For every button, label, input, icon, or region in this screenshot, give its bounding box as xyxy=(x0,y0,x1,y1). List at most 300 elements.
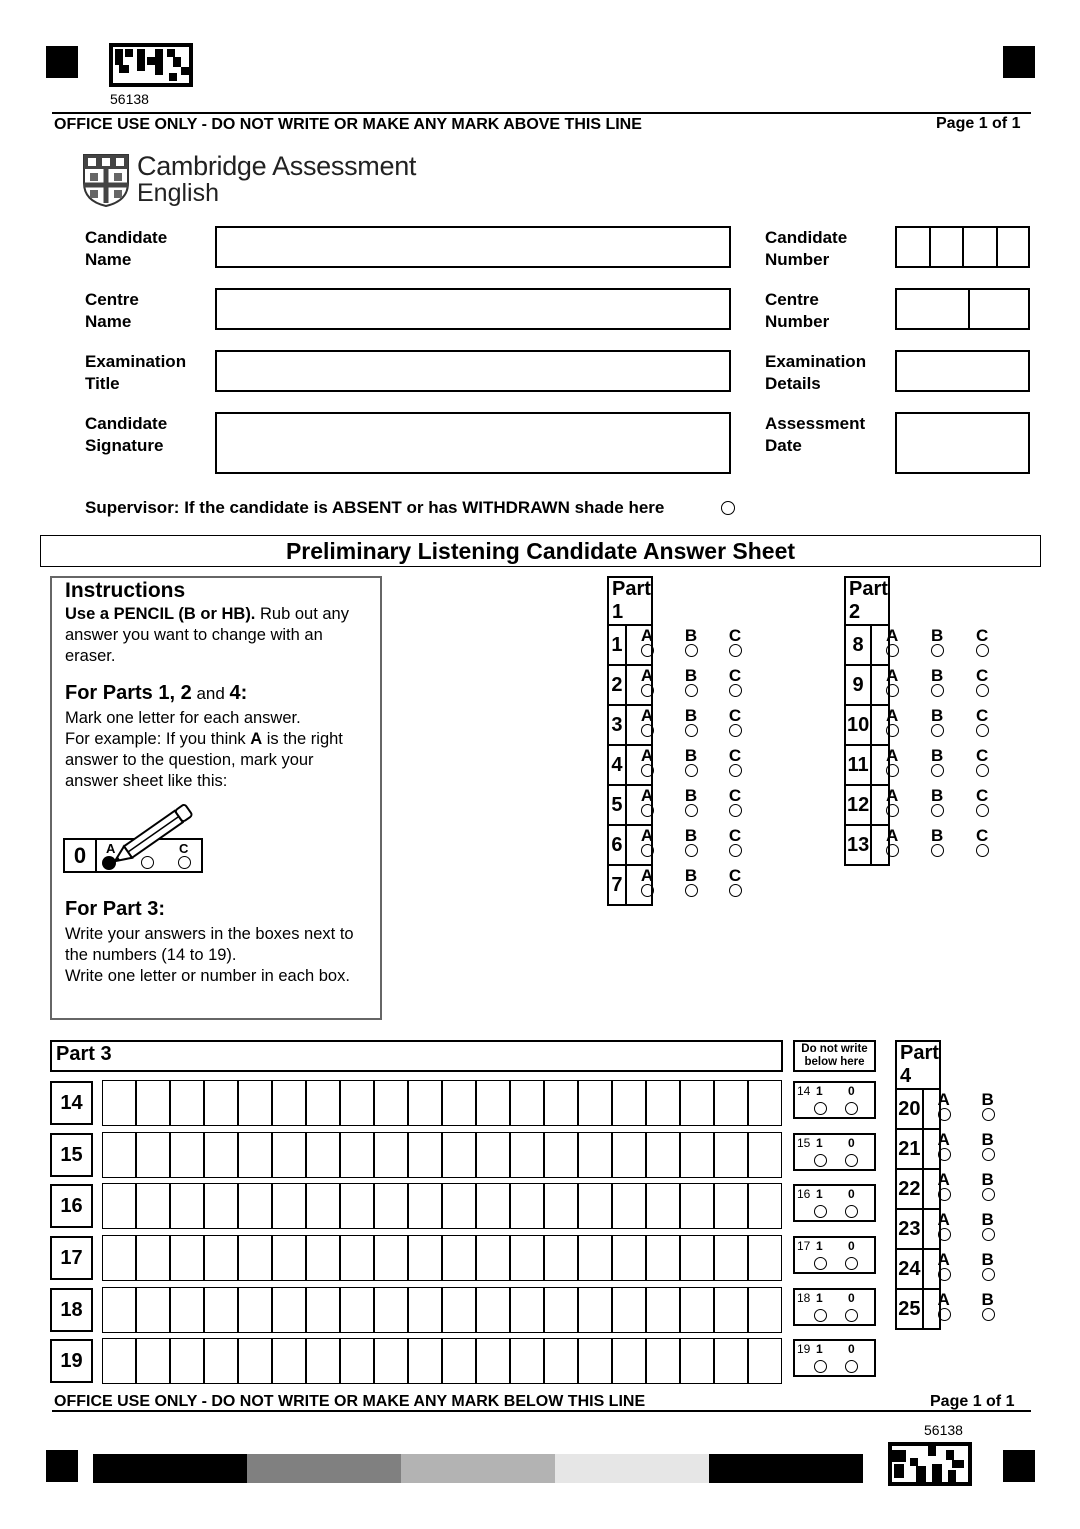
letter-box[interactable] xyxy=(306,1235,340,1281)
letter-box[interactable] xyxy=(340,1132,374,1178)
letter-box[interactable] xyxy=(408,1080,442,1126)
letter-box[interactable] xyxy=(646,1183,680,1229)
option-letter: C xyxy=(976,626,989,645)
answer-bubble[interactable] xyxy=(641,804,654,817)
letter-box[interactable] xyxy=(374,1287,408,1333)
letter-box[interactable] xyxy=(714,1338,748,1384)
letter-box[interactable] xyxy=(646,1132,680,1178)
answer-bubble[interactable] xyxy=(931,804,944,817)
letter-box[interactable] xyxy=(714,1287,748,1333)
instructions-panel xyxy=(50,576,382,1020)
letter-box[interactable] xyxy=(272,1183,306,1229)
letter-box[interactable] xyxy=(748,1235,782,1281)
option-letter: B xyxy=(931,746,944,765)
letter-box[interactable] xyxy=(476,1235,510,1281)
letter-box[interactable] xyxy=(102,1132,136,1178)
answer-bubble[interactable] xyxy=(641,644,654,657)
letter-box[interactable] xyxy=(680,1287,714,1333)
option-letter: C xyxy=(728,866,742,885)
part1-question-number: 4 xyxy=(608,745,626,785)
mark-zero-label: 0 xyxy=(848,1291,855,1305)
letter-box[interactable] xyxy=(680,1183,714,1229)
letter-box[interactable] xyxy=(170,1287,204,1333)
option-letter: A xyxy=(937,1090,950,1109)
option-letter: C xyxy=(976,826,989,845)
answer-bubble[interactable] xyxy=(976,724,989,737)
mark-zero-label: 0 xyxy=(848,1239,855,1253)
letter-box[interactable] xyxy=(374,1235,408,1281)
letter-box[interactable] xyxy=(374,1132,408,1178)
part4-question-row xyxy=(896,1089,940,1129)
letter-box[interactable] xyxy=(442,1080,476,1126)
letter-box[interactable] xyxy=(748,1132,782,1178)
grey-swatch xyxy=(93,1454,247,1483)
answer-bubble[interactable] xyxy=(729,844,742,857)
letter-box[interactable] xyxy=(714,1080,748,1126)
mark-zero-bubble xyxy=(845,1154,858,1167)
letter-box[interactable] xyxy=(714,1183,748,1229)
part2-question-number: 12 xyxy=(845,785,871,825)
letter-box[interactable] xyxy=(578,1235,612,1281)
answer-bubble[interactable] xyxy=(685,764,698,777)
answer-bubble[interactable] xyxy=(982,1148,995,1161)
answer-bubble[interactable] xyxy=(886,844,899,857)
centre-name-field[interactable] xyxy=(215,288,731,330)
part3-header xyxy=(50,1040,783,1072)
answer-bubble[interactable] xyxy=(641,884,654,897)
letter-box[interactable] xyxy=(204,1287,238,1333)
mark-zero-bubble xyxy=(845,1102,858,1115)
letter-box[interactable] xyxy=(442,1338,476,1384)
letter-box[interactable] xyxy=(510,1183,544,1229)
letter-box[interactable] xyxy=(612,1183,646,1229)
letter-box[interactable] xyxy=(306,1338,340,1384)
letter-box[interactable] xyxy=(340,1338,374,1384)
assessment-date-field[interactable] xyxy=(895,412,1030,474)
letter-box[interactable] xyxy=(374,1183,408,1229)
letter-box[interactable] xyxy=(272,1235,306,1281)
letter-box[interactable] xyxy=(340,1287,374,1333)
letter-box[interactable] xyxy=(476,1183,510,1229)
answer-bubble[interactable] xyxy=(729,884,742,897)
option-letter: A xyxy=(937,1210,950,1229)
examiner-mark-box xyxy=(793,1236,876,1274)
answer-bubble[interactable] xyxy=(886,764,899,777)
letter-box[interactable] xyxy=(578,1287,612,1333)
letter-box[interactable] xyxy=(136,1080,170,1126)
option-letter: B xyxy=(981,1090,994,1109)
answer-bubble[interactable] xyxy=(931,764,944,777)
part1-question-row xyxy=(608,865,652,905)
answer-bubble[interactable] xyxy=(685,884,698,897)
letter-box[interactable] xyxy=(170,1235,204,1281)
part3-question-number: 14 xyxy=(50,1081,93,1125)
part3-instruction-2: Write one letter or number in each box. xyxy=(65,967,350,985)
option-letter: A xyxy=(640,826,654,845)
part3-question-number: 17 xyxy=(50,1236,93,1280)
letter-box[interactable] xyxy=(748,1287,782,1333)
candidate-signature-field[interactable] xyxy=(215,412,731,474)
letter-box[interactable] xyxy=(646,1235,680,1281)
answer-bubble[interactable] xyxy=(938,1268,951,1281)
example-number: 0 xyxy=(65,840,97,871)
letter-box[interactable] xyxy=(646,1287,680,1333)
examination-title-label: Examination Title xyxy=(85,352,187,393)
letter-box[interactable] xyxy=(510,1080,544,1126)
letter-box[interactable] xyxy=(136,1235,170,1281)
letter-box[interactable] xyxy=(170,1132,204,1178)
letter-box[interactable] xyxy=(408,1338,442,1384)
answer-bubble[interactable] xyxy=(886,724,899,737)
letter-box[interactable] xyxy=(204,1080,238,1126)
answer-bubble[interactable] xyxy=(685,644,698,657)
letter-box[interactable] xyxy=(680,1080,714,1126)
part3-title: Part 3 xyxy=(56,1043,112,1065)
letter-box[interactable] xyxy=(476,1287,510,1333)
answer-bubble[interactable] xyxy=(729,644,742,657)
part1-question-row xyxy=(608,625,652,665)
letter-box[interactable] xyxy=(476,1132,510,1178)
letter-box[interactable] xyxy=(170,1183,204,1229)
answer-bubble[interactable] xyxy=(938,1228,951,1241)
letter-box[interactable] xyxy=(306,1132,340,1178)
letter-box[interactable] xyxy=(476,1338,510,1384)
answer-bubble[interactable] xyxy=(982,1188,995,1201)
letter-box[interactable] xyxy=(340,1235,374,1281)
mark-zero-label: 0 xyxy=(848,1187,855,1201)
option-letter: C xyxy=(728,826,742,845)
grey-swatch xyxy=(247,1454,401,1483)
option-letter: B xyxy=(981,1130,994,1149)
letter-box[interactable] xyxy=(612,1132,646,1178)
centre-name-label: Centre Name xyxy=(85,290,139,331)
answer-bubble[interactable] xyxy=(729,804,742,817)
part3-question-number: 18 xyxy=(50,1288,93,1332)
letter-box[interactable] xyxy=(170,1338,204,1384)
letter-box[interactable] xyxy=(578,1132,612,1178)
letter-box[interactable] xyxy=(680,1338,714,1384)
mark-zero-label: 0 xyxy=(848,1342,855,1356)
part1-title: Part 1 xyxy=(608,577,652,625)
answer-bubble[interactable] xyxy=(938,1148,951,1161)
answer-bubble[interactable] xyxy=(931,844,944,857)
letter-box[interactable] xyxy=(510,1235,544,1281)
option-letter: B xyxy=(931,786,944,805)
example-option-c: C xyxy=(179,841,189,856)
answer-bubble[interactable] xyxy=(938,1108,951,1121)
letter-box[interactable] xyxy=(544,1338,578,1384)
mark-one-label: 1 xyxy=(816,1239,823,1253)
candidate-number-field[interactable] xyxy=(895,226,1030,268)
answer-bubble[interactable] xyxy=(931,644,944,657)
letter-box[interactable] xyxy=(714,1132,748,1178)
part1-question-number: 2 xyxy=(608,665,626,705)
pencil-instruction: Use a PENCIL (B or HB). Rub out any answer you want to change with an eraser. xyxy=(65,605,349,665)
letter-box[interactable] xyxy=(408,1235,442,1281)
candidate-name-label: Candidate Name xyxy=(85,228,168,269)
letter-box[interactable] xyxy=(714,1235,748,1281)
letter-box[interactable] xyxy=(680,1132,714,1178)
part3-instruction-1: Write your answers in the boxes next to the numbers (14 to 19). xyxy=(65,925,354,964)
answer-bubble[interactable] xyxy=(938,1308,951,1321)
letter-box[interactable] xyxy=(612,1287,646,1333)
letter-box[interactable] xyxy=(204,1132,238,1178)
letter-box[interactable] xyxy=(340,1080,374,1126)
logo-text-line2: English xyxy=(137,179,219,207)
crest-icon xyxy=(82,153,130,207)
bottom-line xyxy=(52,1410,1031,1412)
answer-bubble[interactable] xyxy=(641,844,654,857)
letter-box[interactable] xyxy=(238,1287,272,1333)
centre-number-field[interactable] xyxy=(895,288,1030,330)
pencil-icon xyxy=(102,804,202,864)
option-letter: B xyxy=(684,786,698,805)
part4-question-row xyxy=(896,1129,940,1169)
letter-box[interactable] xyxy=(408,1287,442,1333)
letter-box[interactable] xyxy=(102,1183,136,1229)
letter-box[interactable] xyxy=(272,1080,306,1126)
mark-one-bubble xyxy=(814,1257,827,1270)
letter-box[interactable] xyxy=(306,1287,340,1333)
answer-bubble[interactable] xyxy=(931,684,944,697)
mark-one-bubble xyxy=(814,1102,827,1115)
logo-text-line1: Cambridge Assessment xyxy=(137,151,417,181)
form-barcode-bottom xyxy=(888,1442,972,1486)
registration-mark-top-left xyxy=(46,46,78,78)
part1-question-number: 7 xyxy=(608,865,626,905)
part2-question-row xyxy=(845,625,889,665)
answer-bubble[interactable] xyxy=(886,804,899,817)
letter-box[interactable] xyxy=(272,1338,306,1384)
letter-box[interactable] xyxy=(272,1132,306,1178)
answer-bubble[interactable] xyxy=(976,684,989,697)
part1-question-row xyxy=(608,665,652,705)
answer-bubble[interactable] xyxy=(982,1108,995,1121)
part1-question-number: 1 xyxy=(608,625,626,665)
letter-box[interactable] xyxy=(204,1338,238,1384)
option-letter: A xyxy=(886,746,899,765)
letter-box[interactable] xyxy=(374,1080,408,1126)
letter-box[interactable] xyxy=(374,1338,408,1384)
examiner-question-number: 14 xyxy=(797,1084,811,1098)
letter-box[interactable] xyxy=(476,1080,510,1126)
letter-box[interactable] xyxy=(612,1338,646,1384)
letter-box[interactable] xyxy=(272,1287,306,1333)
absent-withdrawn-bubble[interactable] xyxy=(721,501,735,515)
letter-box[interactable] xyxy=(442,1287,476,1333)
option-letter: A xyxy=(937,1250,950,1269)
examiner-mark-box xyxy=(793,1184,876,1222)
parts124-text: Mark one letter for each answer. For example: If you think A is the right answer to the question, mark your answer sheet like this: xyxy=(65,709,343,790)
part3-question-number: 16 xyxy=(50,1184,93,1228)
answer-bubble[interactable] xyxy=(886,644,899,657)
option-letter: B xyxy=(931,626,944,645)
examination-details-label: Examination Details xyxy=(765,352,867,393)
answer-bubble[interactable] xyxy=(729,724,742,737)
letter-box[interactable] xyxy=(612,1235,646,1281)
letter-box[interactable] xyxy=(102,1235,136,1281)
mark-one-label: 1 xyxy=(816,1136,823,1150)
letter-box[interactable] xyxy=(578,1080,612,1126)
mark-one-label: 1 xyxy=(816,1187,823,1201)
answer-bubble[interactable] xyxy=(685,804,698,817)
letter-box[interactable] xyxy=(544,1080,578,1126)
examination-title-field[interactable] xyxy=(215,350,731,392)
mark-zero-label: 0 xyxy=(848,1136,855,1150)
examiner-mark-box xyxy=(793,1133,876,1171)
option-letter: B xyxy=(684,746,698,765)
letter-box[interactable] xyxy=(578,1338,612,1384)
letter-box[interactable] xyxy=(544,1287,578,1333)
option-letter: A xyxy=(886,706,899,725)
answer-bubble[interactable] xyxy=(641,764,654,777)
letter-box[interactable] xyxy=(238,1132,272,1178)
part4-question-row xyxy=(896,1169,940,1209)
letter-box[interactable] xyxy=(204,1235,238,1281)
answer-bubble[interactable] xyxy=(976,764,989,777)
mark-one-bubble xyxy=(814,1360,827,1373)
letter-box[interactable] xyxy=(578,1183,612,1229)
examiner-question-number: 18 xyxy=(797,1291,811,1305)
answer-bubble[interactable] xyxy=(976,804,989,817)
part2-question-number: 9 xyxy=(845,665,871,705)
top-line xyxy=(52,112,1031,114)
letter-box[interactable] xyxy=(680,1235,714,1281)
letter-box[interactable] xyxy=(102,1287,136,1333)
letter-box[interactable] xyxy=(442,1183,476,1229)
grey-swatch xyxy=(709,1454,863,1483)
part3-heading: For Part 3: xyxy=(65,898,166,920)
part1-question-number: 6 xyxy=(608,825,626,865)
letter-box[interactable] xyxy=(306,1183,340,1229)
letter-box[interactable] xyxy=(748,1080,782,1126)
answer-bubble[interactable] xyxy=(685,844,698,857)
registration-mark-bottom-left xyxy=(46,1450,78,1482)
letter-box[interactable] xyxy=(238,1183,272,1229)
option-letter: A xyxy=(937,1170,950,1189)
letter-box[interactable] xyxy=(646,1080,680,1126)
letter-box[interactable] xyxy=(748,1183,782,1229)
mark-one-bubble xyxy=(814,1154,827,1167)
letter-box[interactable] xyxy=(306,1080,340,1126)
grey-swatch xyxy=(555,1454,709,1483)
examination-details-field[interactable] xyxy=(895,350,1030,392)
letter-box[interactable] xyxy=(408,1183,442,1229)
registration-mark-bottom-right xyxy=(1003,1450,1035,1482)
letter-box[interactable] xyxy=(442,1132,476,1178)
letter-box[interactable] xyxy=(510,1132,544,1178)
part3-question-number: 15 xyxy=(50,1133,93,1177)
letter-box[interactable] xyxy=(136,1338,170,1384)
grey-swatch xyxy=(401,1454,555,1483)
sheet-title: Preliminary Listening Candidate Answer Sheet xyxy=(285,538,796,564)
letter-box[interactable] xyxy=(136,1132,170,1178)
option-letter: B xyxy=(684,666,698,685)
option-letter: B xyxy=(684,826,698,845)
letter-box[interactable] xyxy=(238,1080,272,1126)
candidate-name-field[interactable] xyxy=(215,226,731,268)
letter-box[interactable] xyxy=(544,1132,578,1178)
letter-box[interactable] xyxy=(510,1287,544,1333)
examiner-question-number: 16 xyxy=(797,1187,811,1201)
do-not-write-header xyxy=(793,1040,876,1072)
letter-box[interactable] xyxy=(408,1132,442,1178)
part2-question-row xyxy=(845,785,889,825)
letter-box[interactable] xyxy=(544,1183,578,1229)
answer-bubble[interactable] xyxy=(641,724,654,737)
example-option-a: A xyxy=(106,841,116,856)
form-id-top: 56138 xyxy=(110,91,149,107)
letter-box[interactable] xyxy=(442,1235,476,1281)
letter-box[interactable] xyxy=(136,1287,170,1333)
mark-zero-label: 0 xyxy=(848,1084,855,1098)
form-barcode-top xyxy=(109,43,193,87)
part1-question-number: 5 xyxy=(608,785,626,825)
answer-bubble[interactable] xyxy=(641,684,654,697)
letter-box[interactable] xyxy=(238,1338,272,1384)
letter-box[interactable] xyxy=(646,1338,680,1384)
letter-box[interactable] xyxy=(102,1080,136,1126)
answer-bubble[interactable] xyxy=(938,1188,951,1201)
letter-box[interactable] xyxy=(204,1183,238,1229)
letter-box[interactable] xyxy=(238,1235,272,1281)
mark-one-bubble xyxy=(814,1205,827,1218)
answer-bubble[interactable] xyxy=(685,724,698,737)
mark-zero-bubble xyxy=(845,1360,858,1373)
office-use-bottom: OFFICE USE ONLY - DO NOT WRITE OR MAKE ANY MARK BELOW THIS LINE xyxy=(54,1393,646,1410)
letter-box[interactable] xyxy=(748,1338,782,1384)
sheet-title-bar xyxy=(40,535,1041,567)
answer-bubble[interactable] xyxy=(931,724,944,737)
option-letter: A xyxy=(640,666,654,685)
mark-zero-bubble xyxy=(845,1309,858,1322)
page-number-bottom: Page 1 of 1 xyxy=(930,1393,1015,1410)
option-letter: B xyxy=(684,706,698,725)
option-letter: B xyxy=(931,706,944,725)
letter-box[interactable] xyxy=(170,1080,204,1126)
part4-question-row xyxy=(896,1209,940,1249)
letter-box[interactable] xyxy=(612,1080,646,1126)
option-letter: A xyxy=(640,626,654,645)
option-letter: B xyxy=(684,866,698,885)
part4-question-row xyxy=(896,1249,940,1289)
part2-title: Part 2 xyxy=(845,577,889,625)
part1-question-row xyxy=(608,825,652,865)
answer-bubble[interactable] xyxy=(729,764,742,777)
answer-bubble[interactable] xyxy=(886,684,899,697)
answer-bubble[interactable] xyxy=(976,644,989,657)
letter-box[interactable] xyxy=(102,1338,136,1384)
answer-bubble[interactable] xyxy=(976,844,989,857)
centre-number-label: Centre Number xyxy=(765,290,830,331)
letter-box[interactable] xyxy=(544,1235,578,1281)
part1-question-row xyxy=(608,745,652,785)
option-letter: B xyxy=(981,1170,994,1189)
letter-box[interactable] xyxy=(510,1338,544,1384)
letter-box[interactable] xyxy=(136,1183,170,1229)
answer-bubble[interactable] xyxy=(982,1268,995,1281)
do-not-write-text: Do not write below here xyxy=(801,1043,868,1068)
answer-bubble[interactable] xyxy=(729,684,742,697)
part2-question-row xyxy=(845,705,889,745)
letter-box[interactable] xyxy=(340,1183,374,1229)
mark-one-label: 1 xyxy=(816,1291,823,1305)
answer-bubble[interactable] xyxy=(685,684,698,697)
answer-bubble[interactable] xyxy=(982,1308,995,1321)
answer-bubble[interactable] xyxy=(982,1228,995,1241)
examiner-mark-box xyxy=(793,1339,876,1377)
option-letter: A xyxy=(640,866,654,885)
